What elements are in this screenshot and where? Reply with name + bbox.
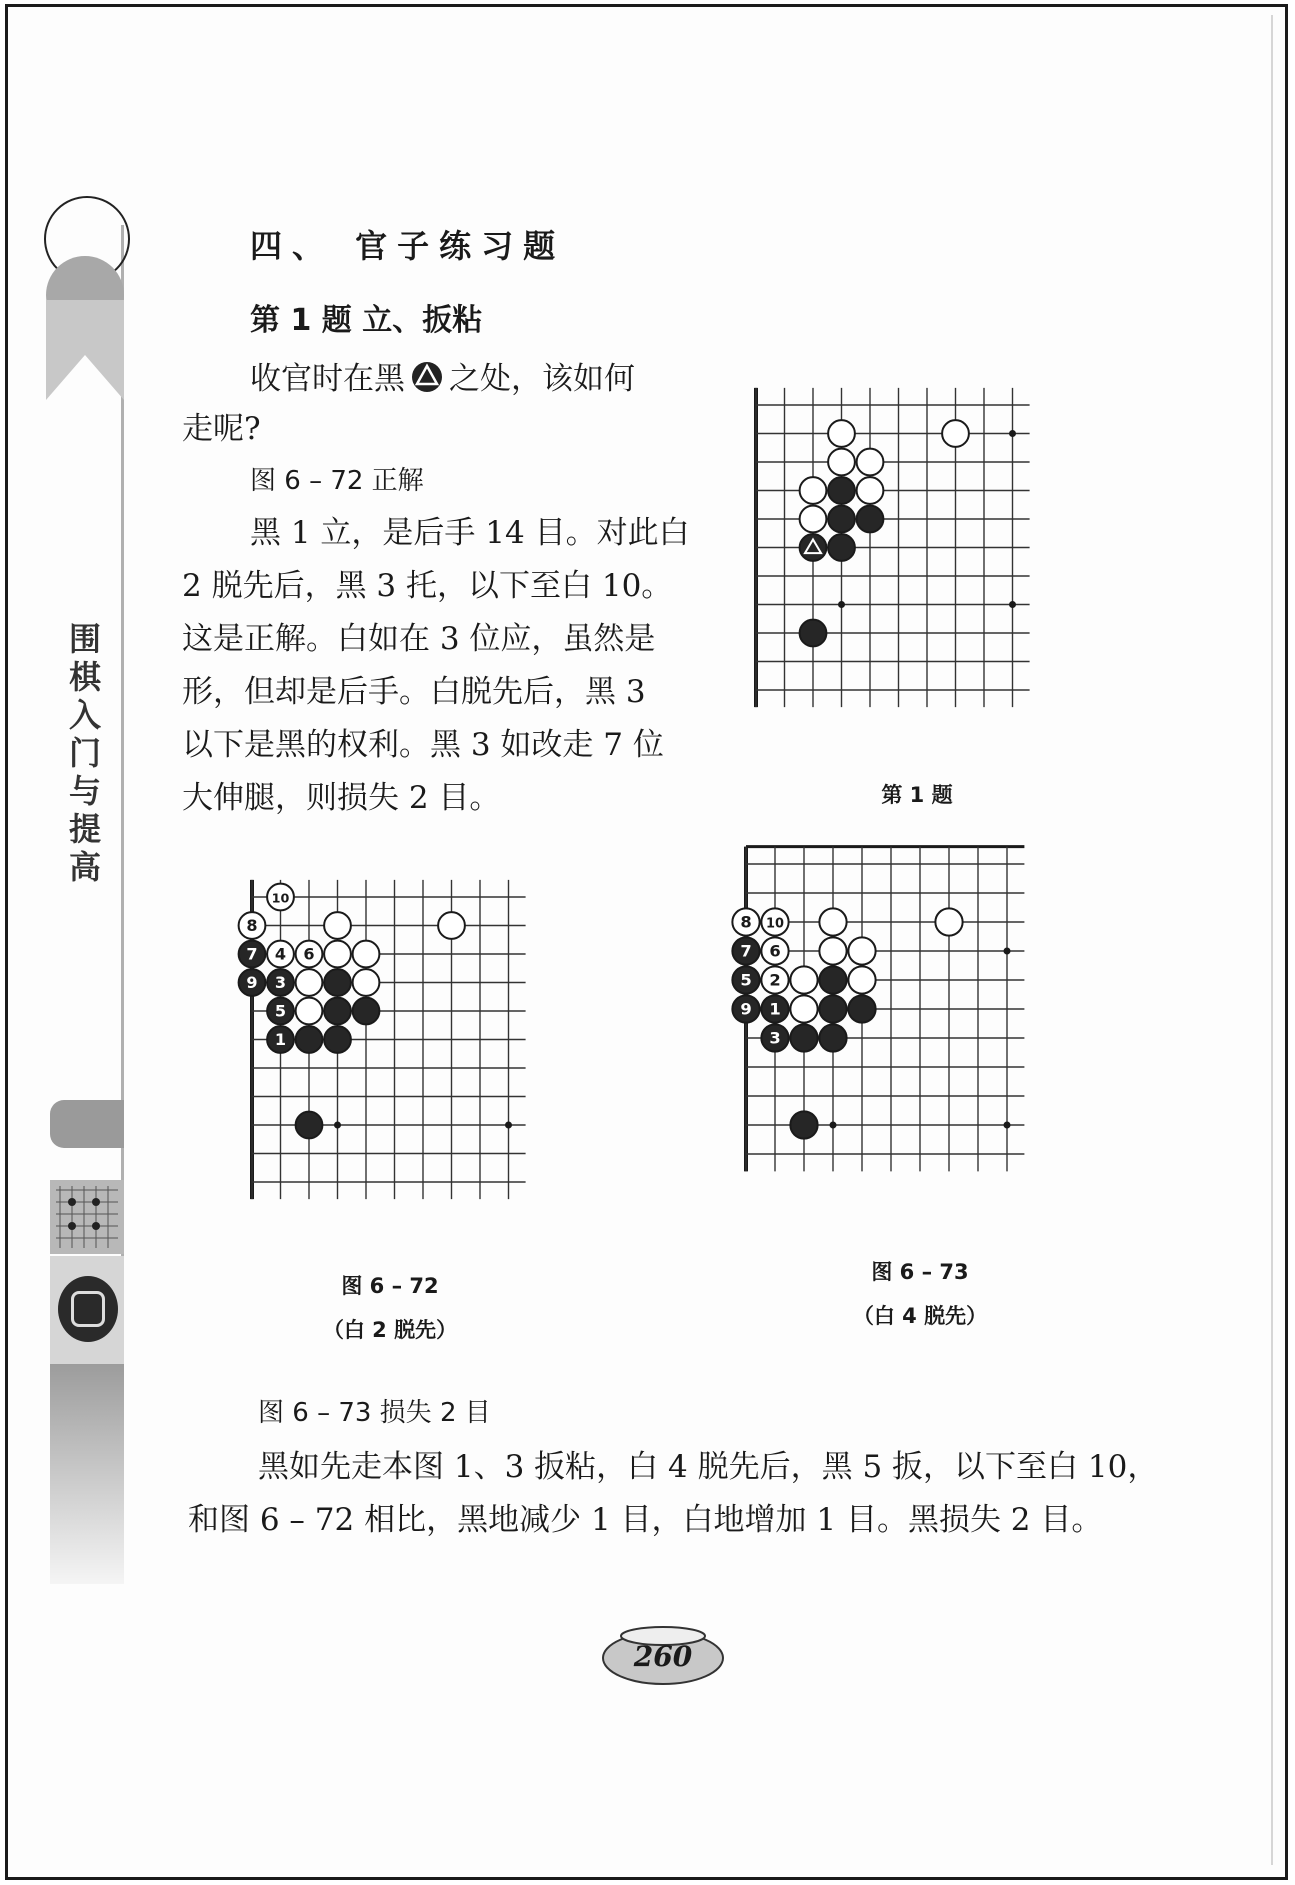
black-stone [296, 1026, 323, 1053]
stone-number: 4 [274, 944, 287, 964]
black-stone [857, 506, 884, 533]
bottom-line: 和图 6 – 72 相比，黑地减少 1 目，白地增加 1 目。黑损失 2 目。 [188, 1502, 1103, 1538]
stone-number: 9 [246, 973, 258, 993]
question-line [250, 360, 635, 395]
sidebar-logo [50, 1256, 124, 1364]
body-line: 以下是黑的权利。黑 3 如改走 7 位 [182, 727, 664, 763]
black-stone [819, 966, 846, 993]
star-point [505, 1122, 512, 1129]
white-stone [935, 908, 962, 935]
sidebar-title-char: 入 [68, 696, 101, 734]
question-text: 之处，该如何 [449, 361, 635, 397]
go-board-q1 [752, 385, 1084, 753]
white-stone [438, 912, 465, 939]
triangle-stone-icon [407, 360, 447, 394]
caption-fig72: 图 6 – 72 [341, 1274, 439, 1298]
caption-fig73-note: （白 4 脱先） [852, 1304, 988, 1328]
white-stone [296, 969, 323, 996]
white-stone [819, 937, 846, 964]
stone-number: 6 [303, 944, 315, 964]
white-stone [848, 966, 875, 993]
white-stone [324, 941, 351, 968]
body-line: 2 脱先后，黑 3 托，以下至白 10。 [182, 568, 673, 604]
white-stone [942, 420, 969, 447]
fig72-heading: 图 6 – 72 正解 [250, 466, 424, 496]
white-stone [790, 995, 817, 1022]
sidebar-title-char: 门 [68, 734, 101, 772]
white-stone [828, 449, 855, 476]
white-stone [296, 998, 323, 1025]
star-point [1009, 430, 1016, 437]
stone-number: 1 [274, 1030, 287, 1050]
white-stone [819, 908, 846, 935]
black-stone [800, 620, 827, 647]
page-edge-line [1271, 15, 1273, 1865]
black-stone [828, 477, 855, 504]
go-board-fig72 [248, 865, 584, 1233]
white-stone [353, 969, 380, 996]
caption-q1: 第 1 题 [881, 783, 953, 807]
star-point [1004, 948, 1011, 955]
black-stone [353, 998, 380, 1025]
stone-number: 5 [740, 970, 752, 990]
black-stone [848, 995, 875, 1022]
stone-number: 10 [765, 916, 785, 932]
section-title: 四、 官子练习题 [250, 227, 566, 265]
body-line: 形，但却是后手。白脱先后，黑 3 [182, 674, 646, 710]
stone-number: 8 [246, 916, 258, 936]
black-stone [819, 995, 846, 1022]
black-stone [324, 1026, 351, 1053]
sidebar-book-title [62, 620, 108, 886]
white-stone [857, 477, 884, 504]
black-stone [324, 969, 351, 996]
stone-number: 1 [769, 999, 781, 1019]
white-stone [324, 912, 351, 939]
sidebar-title-char: 棋 [68, 658, 101, 696]
black-stone [819, 1024, 846, 1051]
fig73-heading: 图 6 – 73 损失 2 目 [258, 1398, 491, 1428]
sidebar-gradient [50, 1364, 124, 1584]
black-stone [790, 1024, 817, 1051]
stone-number: 9 [740, 999, 752, 1019]
body-line: 这是正解。白如在 3 位应，虽然是 [182, 621, 656, 657]
star-point [838, 601, 845, 608]
white-stone [790, 966, 817, 993]
star-point [334, 1122, 341, 1129]
sidebar-go-board-icon [50, 1180, 124, 1254]
white-stone [800, 506, 827, 533]
caption-fig73: 图 6 – 73 [871, 1260, 969, 1284]
sidebar-title-char: 围 [68, 620, 101, 658]
sidebar-title-char: 提 [68, 810, 101, 848]
stone-number: 10 [271, 890, 290, 906]
white-stone [828, 420, 855, 447]
sidebar-tab [50, 1100, 124, 1148]
body-line: 大伸腿，则损失 2 目。 [182, 780, 501, 816]
stone-number: 2 [769, 970, 781, 990]
body-line: 黑 1 立，是后手 14 目。对此白 [250, 515, 690, 551]
white-stone [857, 449, 884, 476]
star-point [830, 1122, 837, 1129]
sidebar-title-char: 与 [68, 772, 101, 810]
stone-number: 8 [740, 912, 752, 932]
star-point [1004, 1122, 1011, 1129]
stone-number: 7 [246, 944, 258, 964]
black-stone [324, 998, 351, 1025]
sidebar-logo-icon [58, 1276, 118, 1342]
question-line: 走呢? [182, 411, 261, 447]
star-point [1009, 601, 1016, 608]
book-page [5, 4, 1288, 1880]
white-stone [353, 941, 380, 968]
black-stone [828, 534, 855, 561]
caption-fig72-note: （白 2 脱先） [322, 1318, 458, 1342]
stone-number: 3 [274, 973, 287, 993]
white-stone [800, 477, 827, 504]
question-title: 第 1 题 立、扳粘 [250, 303, 483, 338]
black-stone [790, 1111, 817, 1138]
black-stone [828, 506, 855, 533]
page-number: 260 [633, 1640, 693, 1673]
white-stone [848, 937, 875, 964]
go-board-fig73 [742, 850, 1076, 1218]
stone-number: 6 [769, 941, 781, 961]
bottom-line: 黑如先走本图 1、3 扳粘，白 4 脱先后，黑 5 扳，以下至白 10， [258, 1449, 1159, 1485]
question-text: 收官时在黑 [250, 361, 405, 397]
sidebar-title-char: 高 [68, 848, 101, 886]
stone-number: 7 [740, 941, 752, 961]
stone-number: 3 [769, 1028, 781, 1048]
stone-number: 5 [274, 1001, 287, 1021]
black-stone [296, 1112, 323, 1139]
